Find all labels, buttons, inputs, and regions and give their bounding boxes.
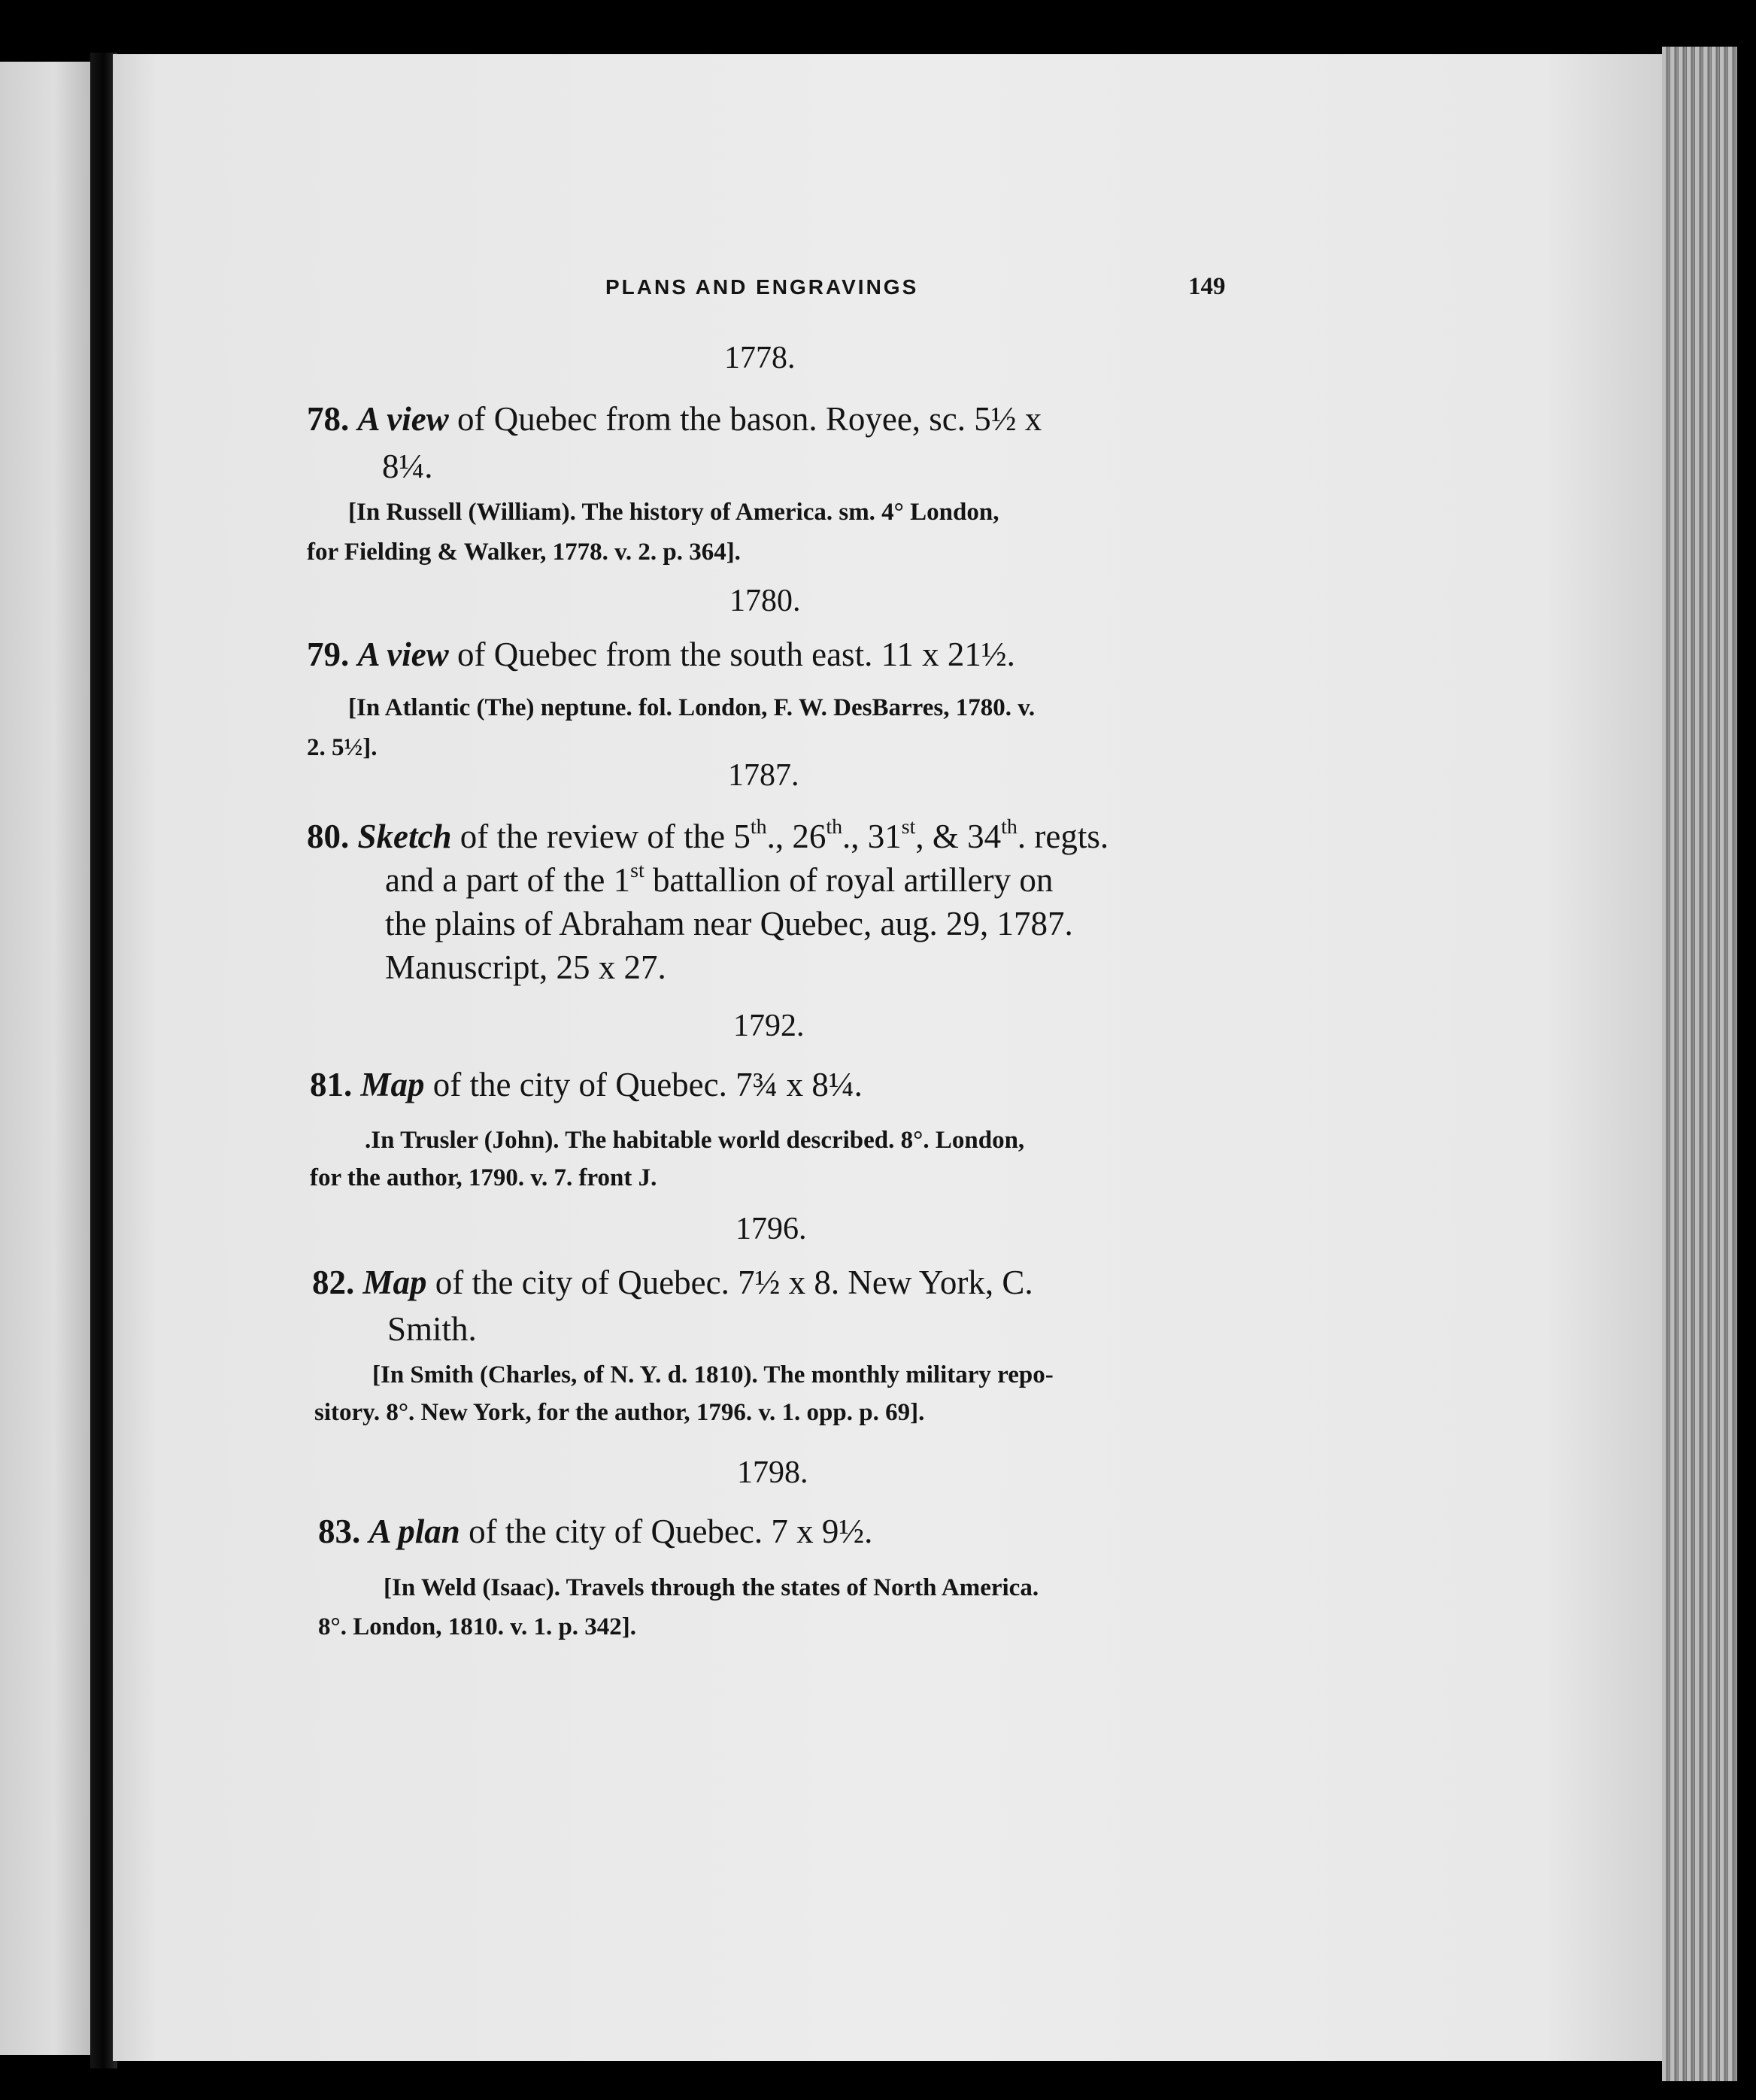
entry-text: of Quebec from the bason. Royee, sc. 5½ x [448,400,1042,438]
entry-number: 79. [307,636,350,673]
entry-line [307,815,1109,855]
entry-text: 8¼. [382,448,433,485]
entry-note: for the author, 1790. v. 7. front J. [310,1164,657,1191]
entry-text: of the city of Quebec. 7¾ x 8¼. [424,1066,863,1103]
entry-number: 78. [307,400,350,438]
entry-title: Map [362,1264,427,1301]
entry-note: sitory. 8°. New York, for the author, 1796. v. 1. opp. p. 69]. [314,1399,925,1426]
year-heading: 1796. [735,1212,807,1246]
year-heading: 1780. [729,584,801,618]
entry-note: .In Trusler (John). The habitable world described. 8°. London, [365,1127,1025,1154]
entry-note: 2. 5½]. [307,734,378,761]
entry-number: 82. [312,1264,355,1301]
running-title: PLANS AND ENGRAVINGS [605,275,919,299]
entry-text: of the city of Quebec. 7½ x 8. New York, C. [426,1264,1033,1301]
entry-note: 8°. London, 1810. v. 1. p. 342]. [318,1613,637,1640]
entry-title: A view [357,636,449,673]
entry-text: the plains of Abraham near Quebec, aug. 29, 1787. [385,905,1073,942]
entry-line [307,638,1015,672]
entry-line [310,1068,863,1102]
entry-note: [In Weld (Isaac). Travels through the states of North America. [384,1574,1039,1601]
entry-text: Smith. [387,1310,477,1348]
entry-number: 81. [310,1066,353,1103]
entry-line [318,1515,872,1549]
facing-page-edge [0,62,90,2055]
entry-line [312,1266,1033,1300]
year-heading: 1787. [728,758,799,793]
entry-number: 80. [307,818,350,855]
year-heading: 1798. [737,1455,808,1490]
entry-title: A plan [368,1513,460,1550]
page-number: 149 [1188,273,1226,300]
entry-note: [In Atlantic (The) neptune. fol. London, F. W. DesBarres, 1780. v. [348,694,1036,721]
entry-title: Map [360,1066,425,1103]
entry-title: Sketch [357,818,452,855]
entry-note: [In Russell (William). The history of America. sm. 4° London, [348,499,999,526]
entry-text: of the review of the 5th., 26th., 31st, & 34th. regts. [451,815,1109,855]
year-heading: 1778. [724,341,796,375]
year-heading: 1792. [733,1009,805,1043]
entry-title: A view [357,400,449,438]
entry-text: Manuscript, 25 x 27. [385,948,666,986]
entry-note: [In Smith (Charles, of N. Y. d. 1810). The monthly military repo- [372,1361,1054,1388]
entry-note: for Fielding & Walker, 1778. v. 2. p. 364]. [307,539,741,566]
entry-number: 83. [318,1513,361,1550]
entry-text: of the city of Quebec. 7 x 9½. [459,1513,873,1550]
book-page [113,54,1670,2061]
entry-text: of Quebec from the south east. 11 x 21½. [448,636,1015,673]
page-edges [1662,47,1737,2081]
entry-text: and a part of the 1st battallion of royal artillery on [385,859,1054,899]
entry-line [307,402,1042,436]
